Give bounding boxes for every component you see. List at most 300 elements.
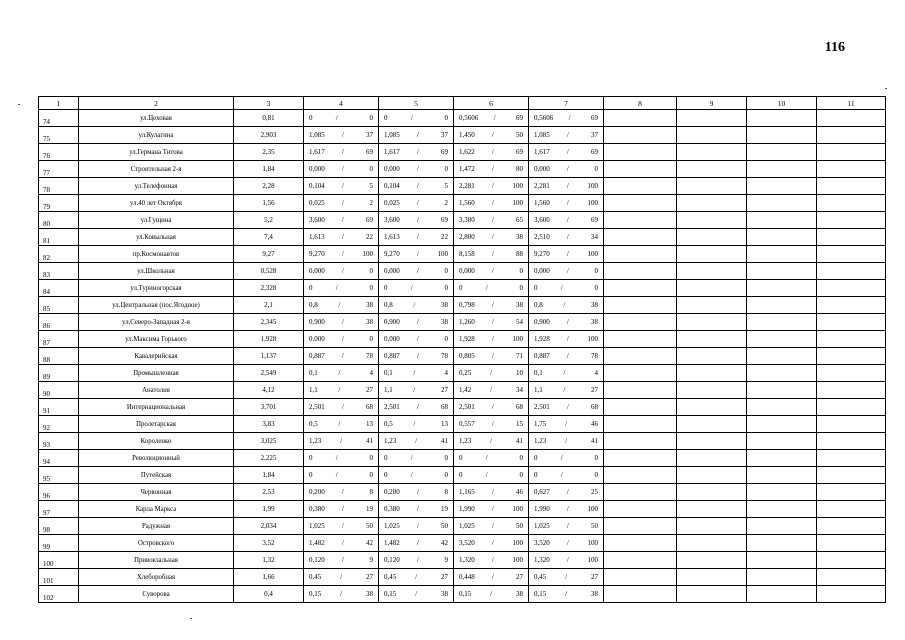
- length-value: 9,270: [534, 250, 550, 258]
- slash-separator: /: [416, 199, 419, 207]
- empty-cell: [817, 365, 886, 382]
- value-pair-cell: [529, 399, 604, 416]
- percent-value: 22: [365, 233, 373, 241]
- column-header: 6: [454, 97, 529, 110]
- table-row: [39, 127, 886, 144]
- value-pair-cell: [304, 348, 379, 365]
- percent-value: 38: [440, 318, 448, 326]
- length-value: 0,380: [384, 505, 400, 513]
- street-name: ул.40 лет Октября: [79, 195, 234, 212]
- total-value: 2,1: [234, 297, 304, 314]
- percent-value: 0: [369, 267, 373, 275]
- slash-separator: /: [341, 556, 344, 564]
- slash-separator: /: [568, 114, 571, 122]
- value-pair-cell: [379, 416, 454, 433]
- slash-separator: /: [341, 488, 344, 496]
- length-value: 0: [384, 454, 388, 462]
- percent-value: 100: [362, 250, 373, 258]
- slash-separator: /: [566, 216, 569, 224]
- empty-cell: [747, 569, 817, 586]
- length-value: 2,501: [459, 403, 475, 411]
- empty-cell: [604, 161, 677, 178]
- value-pair-cell: [454, 280, 529, 297]
- length-value: 0: [534, 284, 538, 292]
- slash-separator: /: [491, 250, 494, 258]
- row-number: 74: [39, 110, 79, 127]
- percent-value: 78: [365, 352, 373, 360]
- empty-cell: [817, 246, 886, 263]
- table-row: [39, 450, 886, 467]
- slash-separator: /: [491, 216, 494, 224]
- empty-cell: [677, 348, 747, 365]
- percent-value: 9: [444, 556, 448, 564]
- length-value: 0,45: [384, 573, 397, 581]
- value-pair-cell: [454, 416, 529, 433]
- slash-separator: /: [566, 233, 569, 241]
- table-row: [39, 195, 886, 212]
- length-value: 1,617: [534, 148, 550, 156]
- table-row: [39, 110, 886, 127]
- percent-value: 0: [444, 267, 448, 275]
- value-pair-cell: [454, 552, 529, 569]
- length-value: 0: [459, 471, 463, 479]
- length-value: 0,887: [534, 352, 550, 360]
- length-value: 0,45: [534, 573, 547, 581]
- row-number: 83: [39, 263, 79, 280]
- percent-value: 8: [444, 488, 448, 496]
- percent-value: 41: [440, 437, 448, 445]
- percent-value: 37: [440, 131, 448, 139]
- length-value: 0: [384, 471, 388, 479]
- empty-cell: [747, 586, 817, 603]
- table-row: [39, 501, 886, 518]
- length-value: 0,000: [459, 267, 475, 275]
- table-row: [39, 382, 886, 399]
- slash-separator: /: [416, 522, 419, 530]
- slash-separator: /: [341, 318, 344, 326]
- value-pair-cell: [379, 569, 454, 586]
- length-value: 2,281: [459, 182, 475, 190]
- value-pair-cell: [379, 365, 454, 382]
- empty-cell: [747, 297, 817, 314]
- value-pair-cell: [304, 433, 379, 450]
- table-row: [39, 348, 886, 365]
- value-pair-cell: [454, 518, 529, 535]
- percent-value: 0: [369, 284, 373, 292]
- value-pair-cell: [454, 161, 529, 178]
- street-name: ул.Гущина: [79, 212, 234, 229]
- value-pair-cell: [454, 314, 529, 331]
- empty-cell: [604, 297, 677, 314]
- value-pair-cell: [529, 246, 604, 263]
- percent-value: 100: [587, 335, 598, 343]
- column-header: 2: [79, 97, 234, 110]
- empty-cell: [747, 399, 817, 416]
- percent-value: 27: [590, 386, 598, 394]
- percent-value: 0: [369, 454, 373, 462]
- table-row: [39, 518, 886, 535]
- slash-separator: /: [340, 590, 343, 598]
- length-value: 3,520: [534, 539, 550, 547]
- row-number: 84: [39, 280, 79, 297]
- empty-cell: [677, 569, 747, 586]
- value-pair-cell: [304, 178, 379, 195]
- row-number: 94: [39, 450, 79, 467]
- total-value: 1,56: [234, 195, 304, 212]
- street-name: ул.Германа Титова: [79, 144, 234, 161]
- length-value: 0,000: [309, 267, 325, 275]
- row-number: 87: [39, 331, 79, 348]
- length-value: 1,990: [459, 505, 475, 513]
- table-row: [39, 365, 886, 382]
- length-value: 3,600: [384, 216, 400, 224]
- empty-cell: [817, 433, 886, 450]
- slash-separator: /: [491, 573, 494, 581]
- percent-value: 100: [512, 505, 523, 513]
- slash-separator: /: [416, 488, 419, 496]
- value-pair-cell: [379, 195, 454, 212]
- slash-separator: /: [491, 318, 494, 326]
- length-value: 0,120: [384, 556, 400, 564]
- total-value: 2,345: [234, 314, 304, 331]
- length-value: 2,501: [534, 403, 550, 411]
- street-name: Интернациональная: [79, 399, 234, 416]
- empty-cell: [677, 518, 747, 535]
- empty-cell: [604, 263, 677, 280]
- slash-separator: /: [416, 403, 419, 411]
- total-value: 3,83: [234, 416, 304, 433]
- length-value: 0,000: [384, 267, 400, 275]
- percent-value: 0: [369, 335, 373, 343]
- value-pair-cell: [529, 144, 604, 161]
- total-value: 7,4: [234, 229, 304, 246]
- percent-value: 25: [590, 488, 598, 496]
- length-value: 0,025: [309, 199, 325, 207]
- slash-separator: /: [410, 284, 413, 292]
- slash-separator: /: [491, 148, 494, 156]
- length-value: 0,900: [309, 318, 325, 326]
- length-value: 0,627: [534, 488, 550, 496]
- percent-value: 65: [515, 216, 523, 224]
- percent-value: 27: [365, 573, 373, 581]
- value-pair-cell: [529, 127, 604, 144]
- table-row: [39, 484, 886, 501]
- length-value: 0: [309, 284, 313, 292]
- value-pair-cell: [379, 178, 454, 195]
- slash-separator: /: [338, 369, 341, 377]
- percent-value: 38: [515, 301, 523, 309]
- percent-value: 50: [440, 522, 448, 530]
- value-pair-cell: [454, 399, 529, 416]
- length-value: 0: [309, 454, 313, 462]
- table-row: [39, 399, 886, 416]
- total-value: 0,4: [234, 586, 304, 603]
- slash-separator: /: [491, 352, 494, 360]
- slash-separator: /: [565, 437, 568, 445]
- row-number: 101: [39, 569, 79, 586]
- empty-cell: [677, 467, 747, 484]
- empty-cell: [747, 331, 817, 348]
- percent-value: 0: [444, 471, 448, 479]
- empty-cell: [817, 280, 886, 297]
- table-row: [39, 467, 886, 484]
- street-name: Анатолия: [79, 382, 234, 399]
- slash-separator: /: [566, 522, 569, 530]
- value-pair-cell: [304, 416, 379, 433]
- value-pair-cell: [529, 297, 604, 314]
- empty-cell: [817, 314, 886, 331]
- row-number: 76: [39, 144, 79, 161]
- empty-cell: [604, 501, 677, 518]
- percent-value: 78: [590, 352, 598, 360]
- table-row: [39, 144, 886, 161]
- slash-separator: /: [485, 284, 488, 292]
- row-number: 92: [39, 416, 79, 433]
- street-name: Кавалерийская: [79, 348, 234, 365]
- length-value: 1,990: [534, 505, 550, 513]
- percent-value: 2: [444, 199, 448, 207]
- row-number: 86: [39, 314, 79, 331]
- empty-cell: [747, 127, 817, 144]
- slash-separator: /: [416, 539, 419, 547]
- empty-cell: [817, 586, 886, 603]
- slash-separator: /: [491, 539, 494, 547]
- value-pair-cell: [454, 569, 529, 586]
- empty-cell: [747, 280, 817, 297]
- slash-separator: /: [416, 182, 419, 190]
- percent-value: 13: [365, 420, 373, 428]
- value-pair-cell: [304, 127, 379, 144]
- table-row: [39, 161, 886, 178]
- slash-separator: /: [416, 165, 419, 173]
- column-header: 11: [817, 97, 886, 110]
- length-value: 0: [384, 114, 388, 122]
- percent-value: 2: [369, 199, 373, 207]
- value-pair-cell: [304, 314, 379, 331]
- length-value: 0,380: [309, 505, 325, 513]
- length-value: 0,5606: [534, 114, 554, 122]
- value-pair-cell: [379, 331, 454, 348]
- total-value: 3,52: [234, 535, 304, 552]
- value-pair-cell: [529, 501, 604, 518]
- slash-separator: /: [566, 539, 569, 547]
- slash-separator: /: [565, 420, 568, 428]
- total-value: 2,328: [234, 280, 304, 297]
- percent-value: 27: [365, 386, 373, 394]
- percent-value: 0: [519, 267, 523, 275]
- slash-separator: /: [491, 556, 494, 564]
- slash-separator: /: [566, 267, 569, 275]
- empty-cell: [677, 280, 747, 297]
- empty-cell: [747, 348, 817, 365]
- row-number: 89: [39, 365, 79, 382]
- percent-value: 0: [594, 284, 598, 292]
- slash-separator: /: [563, 301, 566, 309]
- empty-cell: [604, 212, 677, 229]
- slash-separator: /: [490, 437, 493, 445]
- percent-value: 0: [369, 471, 373, 479]
- empty-cell: [747, 263, 817, 280]
- street-name: Пролетарская: [79, 416, 234, 433]
- value-pair-cell: [454, 127, 529, 144]
- percent-value: 69: [365, 148, 373, 156]
- slash-separator: /: [335, 284, 338, 292]
- slash-separator: /: [341, 165, 344, 173]
- empty-cell: [817, 467, 886, 484]
- percent-value: 38: [440, 590, 448, 598]
- value-pair-cell: [529, 280, 604, 297]
- total-value: 2,549: [234, 365, 304, 382]
- percent-value: 0: [369, 114, 373, 122]
- slash-separator: /: [416, 267, 419, 275]
- total-value: 1,928: [234, 331, 304, 348]
- row-number: 90: [39, 382, 79, 399]
- percent-value: 0: [444, 454, 448, 462]
- empty-cell: [677, 365, 747, 382]
- percent-value: 41: [515, 437, 523, 445]
- slash-separator: /: [341, 182, 344, 190]
- length-value: 1,23: [459, 437, 472, 445]
- slash-separator: /: [416, 335, 419, 343]
- empty-cell: [604, 144, 677, 161]
- column-header: 4: [304, 97, 379, 110]
- length-value: 0,8: [309, 301, 318, 309]
- length-value: 1,1: [534, 386, 543, 394]
- slash-separator: /: [335, 471, 338, 479]
- length-value: 1,560: [459, 199, 475, 207]
- slash-separator: /: [566, 556, 569, 564]
- value-pair-cell: [454, 195, 529, 212]
- value-pair-cell: [454, 297, 529, 314]
- percent-value: 38: [365, 590, 373, 598]
- street-name: ул.Максима Горького: [79, 331, 234, 348]
- length-value: 1,1: [309, 386, 318, 394]
- row-number: 95: [39, 467, 79, 484]
- value-pair-cell: [379, 263, 454, 280]
- percent-value: 100: [587, 199, 598, 207]
- street-name: ул.Кулагина: [79, 127, 234, 144]
- slash-separator: /: [560, 471, 563, 479]
- total-value: 3,025: [234, 433, 304, 450]
- length-value: 0,104: [384, 182, 400, 190]
- percent-value: 100: [512, 182, 523, 190]
- scan-speck: [885, 88, 887, 89]
- length-value: 3,520: [459, 539, 475, 547]
- percent-value: 80: [515, 165, 523, 173]
- slash-separator: /: [491, 403, 494, 411]
- empty-cell: [677, 314, 747, 331]
- slash-separator: /: [338, 301, 341, 309]
- empty-cell: [677, 178, 747, 195]
- length-value: 1,085: [309, 131, 325, 139]
- percent-value: 69: [515, 148, 523, 156]
- value-pair-cell: [529, 314, 604, 331]
- value-pair-cell: [379, 433, 454, 450]
- slash-separator: /: [335, 114, 338, 122]
- slash-separator: /: [566, 199, 569, 207]
- percent-value: 100: [512, 539, 523, 547]
- value-pair-cell: [379, 212, 454, 229]
- empty-cell: [817, 161, 886, 178]
- value-pair-cell: [529, 382, 604, 399]
- street-name: Короленко: [79, 433, 234, 450]
- empty-cell: [747, 195, 817, 212]
- length-value: 1,450: [459, 131, 475, 139]
- empty-cell: [677, 212, 747, 229]
- length-value: 2,510: [534, 233, 550, 241]
- street-name: Хлеборобная: [79, 569, 234, 586]
- column-header: 3: [234, 97, 304, 110]
- length-value: 1,482: [309, 539, 325, 547]
- percent-value: 50: [515, 522, 523, 530]
- percent-value: 0: [444, 335, 448, 343]
- percent-value: 0: [519, 454, 523, 462]
- empty-cell: [677, 297, 747, 314]
- row-number: 98: [39, 518, 79, 535]
- length-value: 0,887: [309, 352, 325, 360]
- street-name: Привокзальная: [79, 552, 234, 569]
- length-value: 0: [309, 471, 313, 479]
- empty-cell: [747, 450, 817, 467]
- value-pair-cell: [379, 535, 454, 552]
- slash-separator: /: [340, 437, 343, 445]
- empty-cell: [817, 518, 886, 535]
- street-name: Червонная: [79, 484, 234, 501]
- empty-cell: [747, 382, 817, 399]
- row-number: 80: [39, 212, 79, 229]
- length-value: 1,025: [384, 522, 400, 530]
- empty-cell: [677, 501, 747, 518]
- slash-separator: /: [566, 505, 569, 513]
- percent-value: 88: [515, 250, 523, 258]
- percent-value: 0: [444, 165, 448, 173]
- empty-cell: [817, 399, 886, 416]
- row-number: 85: [39, 297, 79, 314]
- slash-separator: /: [566, 148, 569, 156]
- value-pair-cell: [379, 399, 454, 416]
- slash-separator: /: [491, 488, 494, 496]
- slash-separator: /: [491, 267, 494, 275]
- value-pair-cell: [379, 552, 454, 569]
- empty-cell: [747, 365, 817, 382]
- length-value: 1,085: [384, 131, 400, 139]
- value-pair-cell: [454, 348, 529, 365]
- percent-value: 41: [590, 437, 598, 445]
- empty-cell: [677, 586, 747, 603]
- length-value: 0,900: [534, 318, 550, 326]
- empty-cell: [677, 484, 747, 501]
- slash-separator: /: [416, 216, 419, 224]
- empty-cell: [747, 535, 817, 552]
- slash-separator: /: [415, 437, 418, 445]
- empty-cell: [604, 314, 677, 331]
- slash-separator: /: [413, 420, 416, 428]
- row-number: 88: [39, 348, 79, 365]
- slash-separator: /: [491, 301, 494, 309]
- empty-cell: [747, 501, 817, 518]
- length-value: 1,613: [309, 233, 325, 241]
- value-pair-cell: [379, 280, 454, 297]
- empty-cell: [677, 552, 747, 569]
- length-value: 3,600: [534, 216, 550, 224]
- page-number: 116: [824, 40, 845, 55]
- street-name: пр.Космонавтов: [79, 246, 234, 263]
- empty-cell: [604, 569, 677, 586]
- slash-separator: /: [491, 420, 494, 428]
- length-value: 0,000: [534, 267, 550, 275]
- empty-cell: [604, 399, 677, 416]
- percent-value: 38: [365, 318, 373, 326]
